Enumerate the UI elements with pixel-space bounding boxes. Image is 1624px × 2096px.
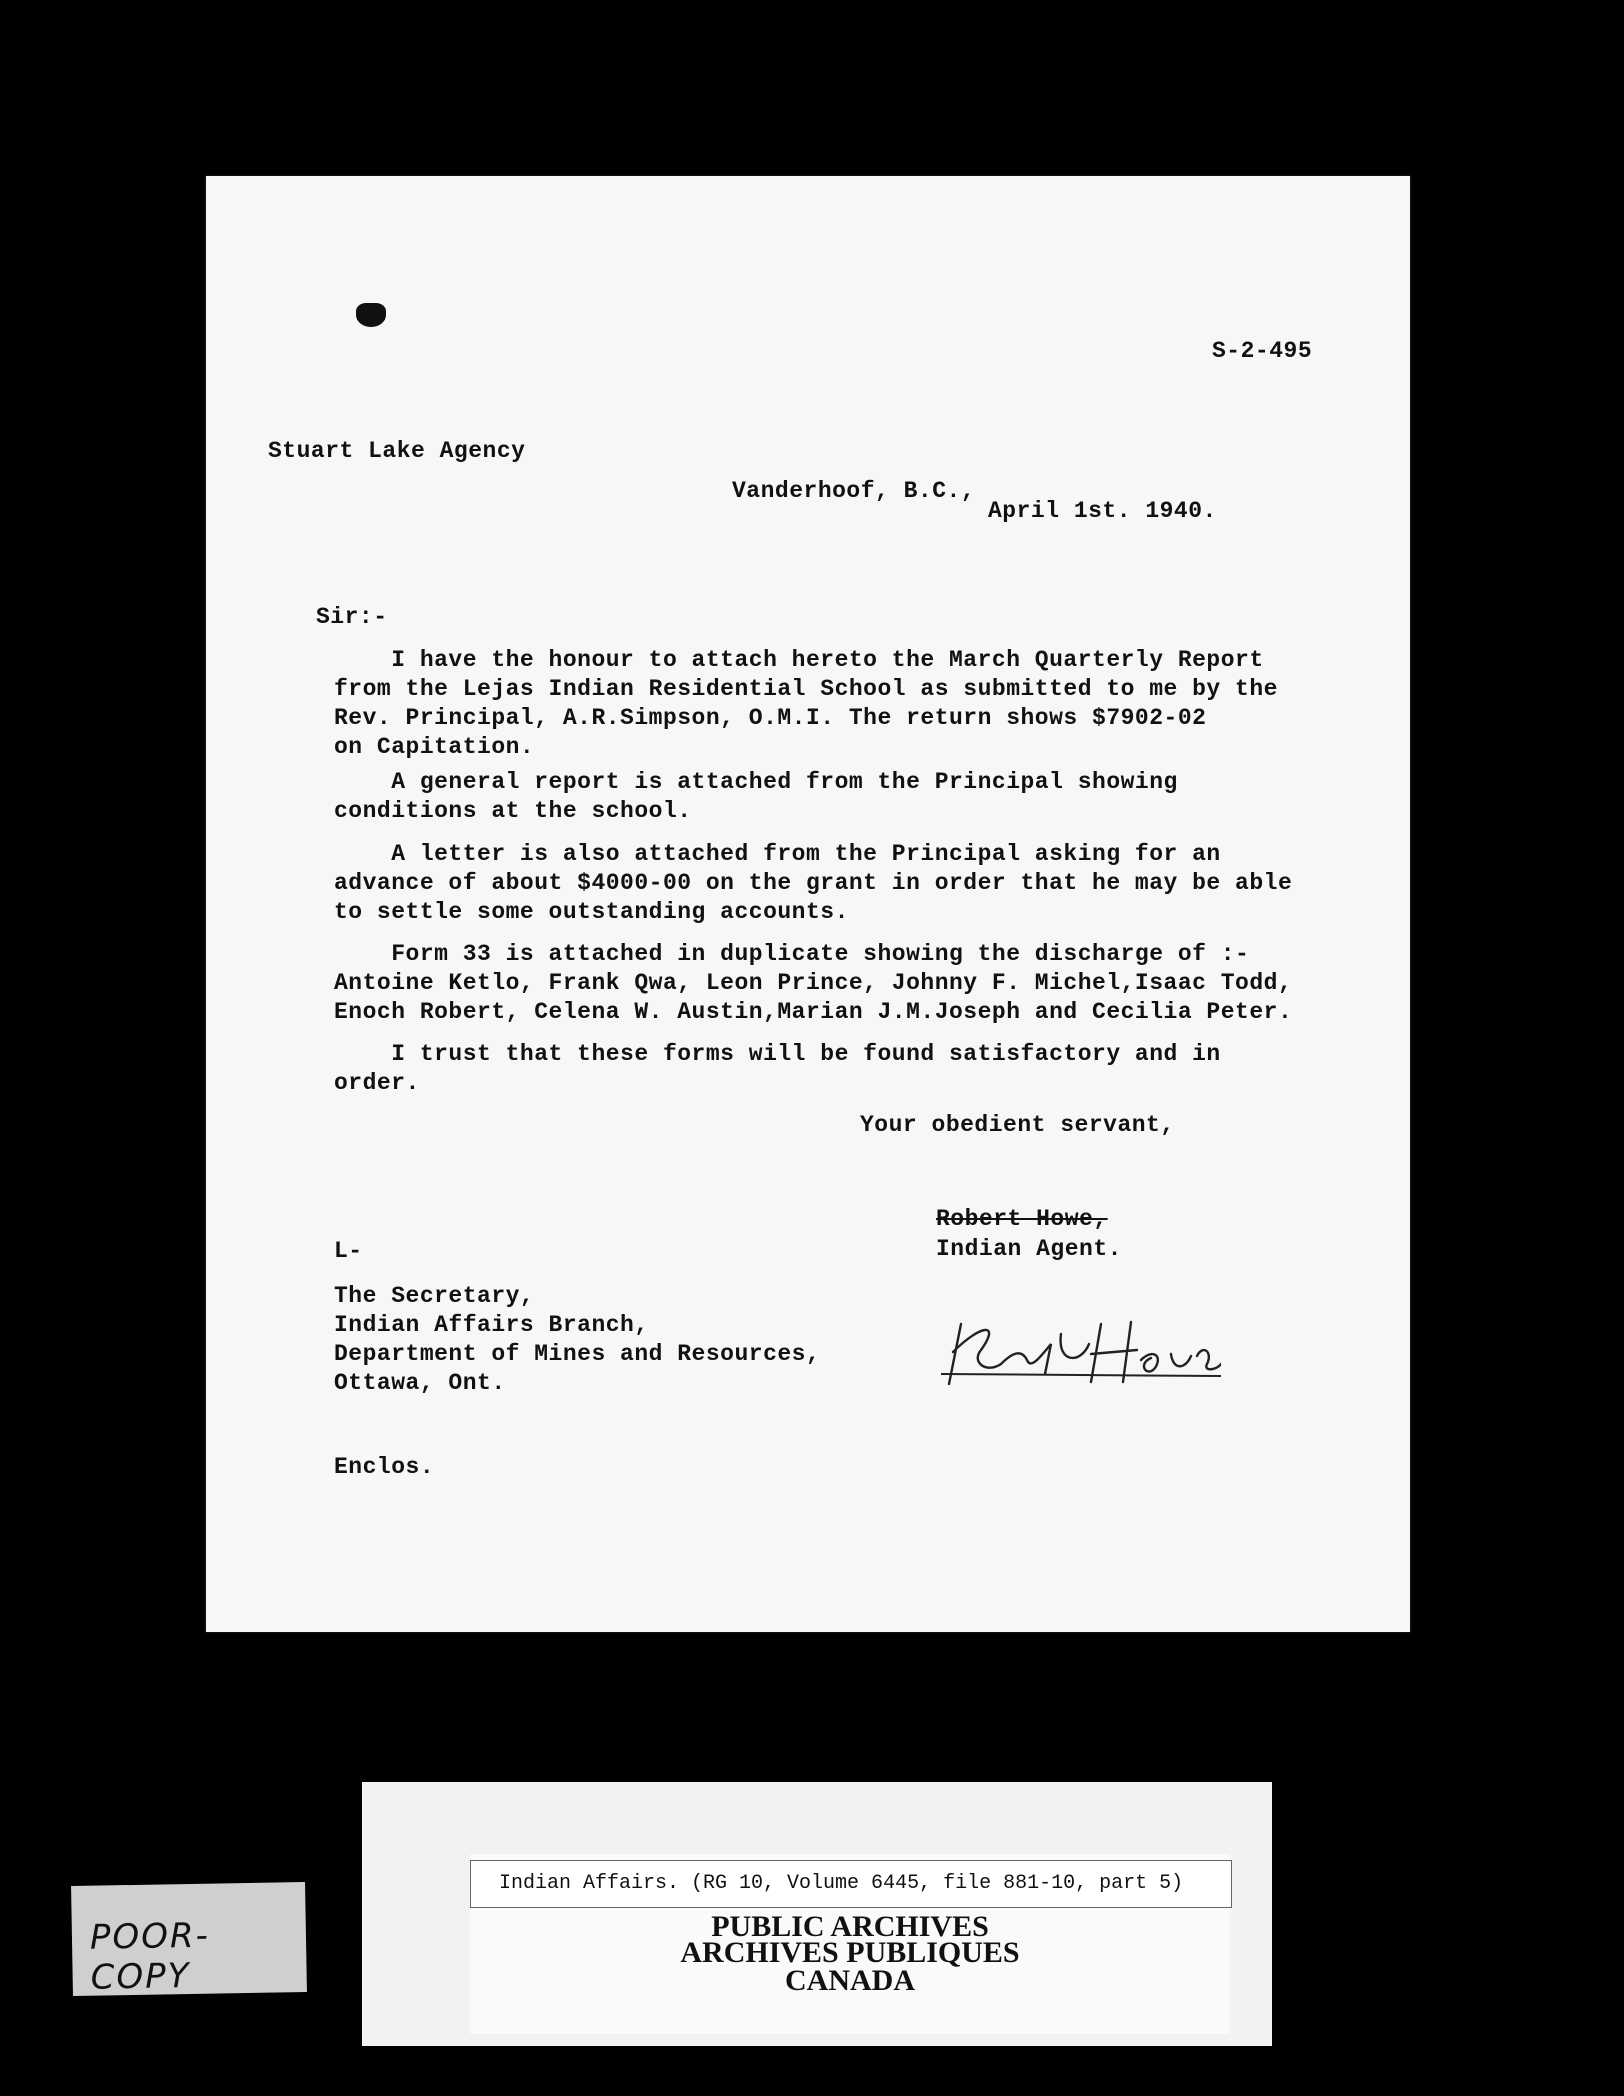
- ink-blot: [356, 303, 386, 327]
- agency-name: Stuart Lake Agency: [268, 438, 526, 464]
- archive-country: CANADA: [785, 1964, 915, 1997]
- paragraph-discharge: Form 33 is attached in duplicate showing the discharge of :- Antoine Ketlo, Frank Qwa, Leon Prince, Johnny F. Michel,Isaac Todd, Enoch Robert, Celena W. Austin,Marian J.M.Joseph and Cecilia Peter.: [334, 941, 1293, 1025]
- paragraph-advance: A letter is also attached from the Principal asking for an advance of about $4000-00 on the grant in order that he may be able to settle some outstanding accounts.: [334, 841, 1293, 925]
- signer-name: Robert Howe,: [936, 1206, 1108, 1232]
- enclosure-note: Enclos.: [334, 1454, 435, 1480]
- poor-copy-stamp: [71, 1882, 307, 1996]
- paragraph-general-report: A general report is attached from the Principal showing conditions at the school.: [334, 769, 1178, 824]
- letter-date: April 1st. 1940.: [988, 498, 1217, 524]
- archive-name-english: PUBLIC ARCHIVES: [711, 1910, 989, 1943]
- signer-title: Indian Agent.: [936, 1236, 1122, 1262]
- typist-initial: L-: [334, 1238, 363, 1264]
- place: Vanderhoof, B.C.,: [732, 478, 976, 504]
- letter-page: [206, 176, 1410, 1632]
- paragraph-report: I have the honour to attach hereto the March Quarterly Report from the Lejas Indian Residential School as submitted to me by the Rev. Principal, A.R.Simpson, O.M.I. The return shows $7902-02 on Capitation.: [334, 647, 1278, 760]
- poor-copy-text: POOR-COPY: [89, 1915, 211, 1998]
- complimentary-close: Your obedient servant,: [860, 1112, 1175, 1138]
- archive-name-french: ARCHIVES PUBLIQUES: [680, 1936, 1020, 1969]
- salutation: Sir:-: [316, 604, 388, 630]
- paragraph-closing: I trust that these forms will be found satisfactory and in order.: [334, 1041, 1221, 1096]
- archive-reference: Indian Affairs. (RG 10, Volume 6445, file 881-10, part 5): [470, 1860, 1232, 1908]
- file-reference: S-2-495: [1212, 338, 1313, 364]
- addressee-block: The Secretary, Indian Affairs Branch, Department of Mines and Resources, Ottawa, Ont.: [334, 1283, 821, 1396]
